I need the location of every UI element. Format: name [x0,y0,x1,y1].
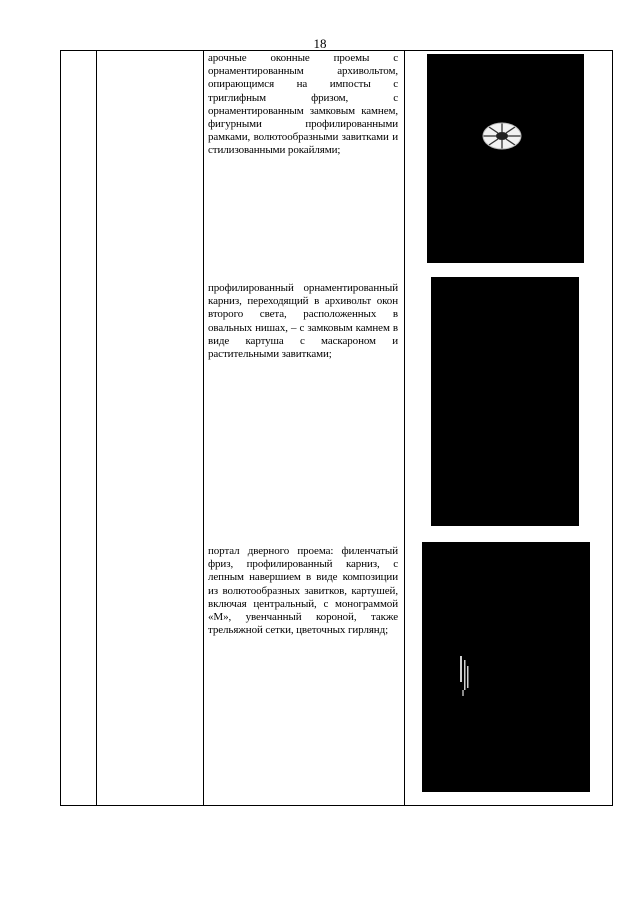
row-2-description: профилированный орнаментированный карниз, переходящий в архивольт окон второго света, расположенных в овальных нишах, – с замковым камнем в виде картуша с маскароном и растительными завитками; [208,282,398,361]
row-3-description: портал дверного проема: филенчатый фриз, профилированный карниз, с лепным навершием в виде композиции из волютообразных завитков, картушей, включая центральный, с монограммой «М», увенчанный короной, также трельяжной сетки, цветочных гирлянд; [208,545,398,637]
window-rosette-photo [427,54,584,263]
door-portal-graphic [422,542,590,792]
page-number: 18 [313,36,327,51]
rosette-window-graphic [427,54,584,263]
row-1-description: арочные оконные проемы с орнаментированным архивольтом, опирающимся на импосты с триглифным фризом, с орнаментированным замковым камнем, фигурными профилированными рамками, волютообразными завитками и стилизованными рокайлями; [208,52,398,157]
column-divider [404,51,405,805]
cornice-photo [431,277,579,526]
door-portal-photo [422,542,590,792]
column-divider [203,51,204,805]
column-divider [96,51,97,805]
